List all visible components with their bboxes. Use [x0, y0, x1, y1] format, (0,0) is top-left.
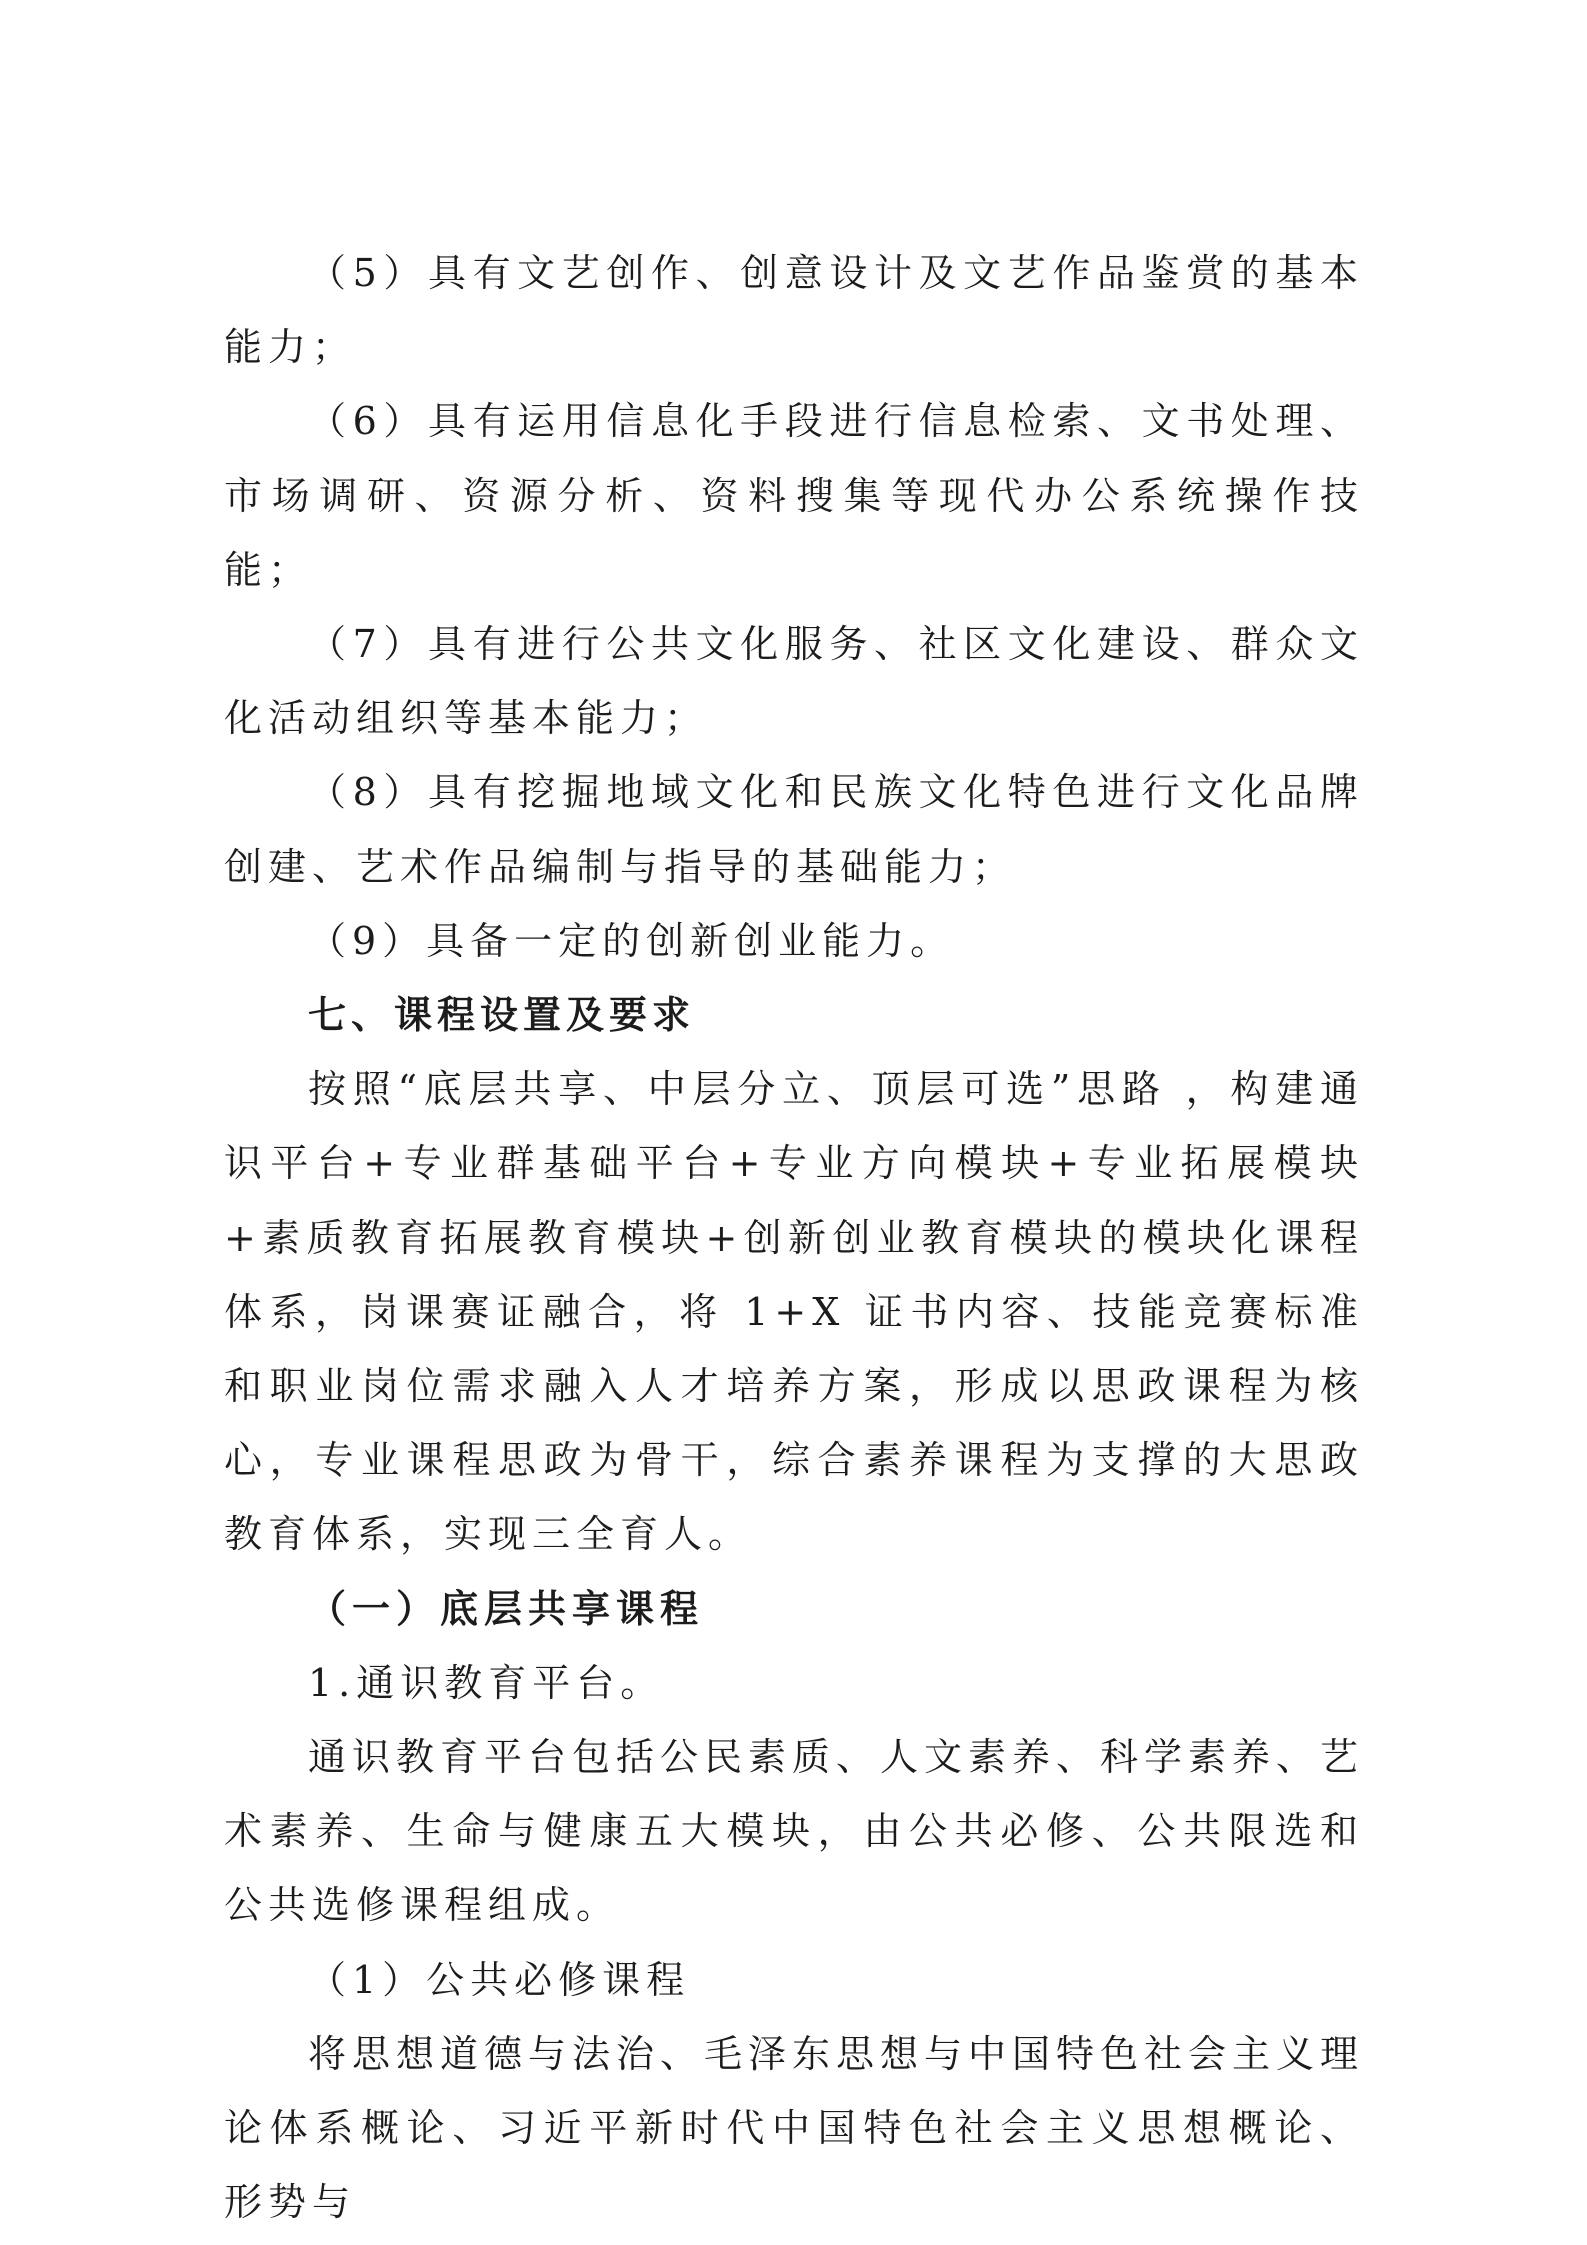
item-1-title: 1.通识教育平台。: [308, 1660, 665, 1705]
subsection-heading: （一）底层共享课程: [308, 1585, 705, 1631]
section-intro-paragraph: 按照“底层共享、中层分立、顶层可选”思路 ，构建通识平台+专业群基础平台+专业方向模块+专业拓展模块+素质教育拓展教育模块+创新创业教育模块的模块化课程体系，岗课赛证融合，将 1+X 证书内容、技能竞赛标准和职业岗位需求融入人才培养方案，形成以思政课程为核心，专业课程思政为骨干，综合素养课程为支撑的大思政教育体系，实现三全育人。: [224, 1067, 1364, 1557]
ability-item-7: （7）具有进行公共文化服务、社区文化建设、群众文化活动组织等基本能力；: [224, 622, 1364, 741]
sub-item-body: 将思想道德与法治、毛泽东思想与中国特色社会主义理论体系概论、习近平新时代中国特色社会主义思想概论、形势与: [224, 2031, 1365, 2225]
document-page: [224, 236, 1364, 2239]
section-heading: 七、课程设置及要求: [308, 993, 696, 1038]
sub-item-title: （1）公共必修课程: [308, 1957, 691, 2002]
ability-item-5: （5）具有文艺创作、创意设计及文艺作品鉴赏的基本能力；: [224, 251, 1364, 370]
item-1-body: 通识教育平台包括公民素质、人文素养、科学素养、艺术素养、生命与健康五大模块，由公共必修、公共限选和公共选修课程组成。: [224, 1735, 1365, 1928]
ability-item-9: （9）具备一定的创新创业能力。: [308, 918, 955, 963]
ability-item-8: （8）具有挖掘地域文化和民族文化特色进行文化品牌创建、艺术作品编制与指导的基础能力；: [224, 770, 1364, 889]
ability-item-6: （6）具有运用信息化手段进行信息检索、文书处理、市场调研、资源分析、资料搜集等现代办公系统操作技能；: [224, 399, 1364, 592]
